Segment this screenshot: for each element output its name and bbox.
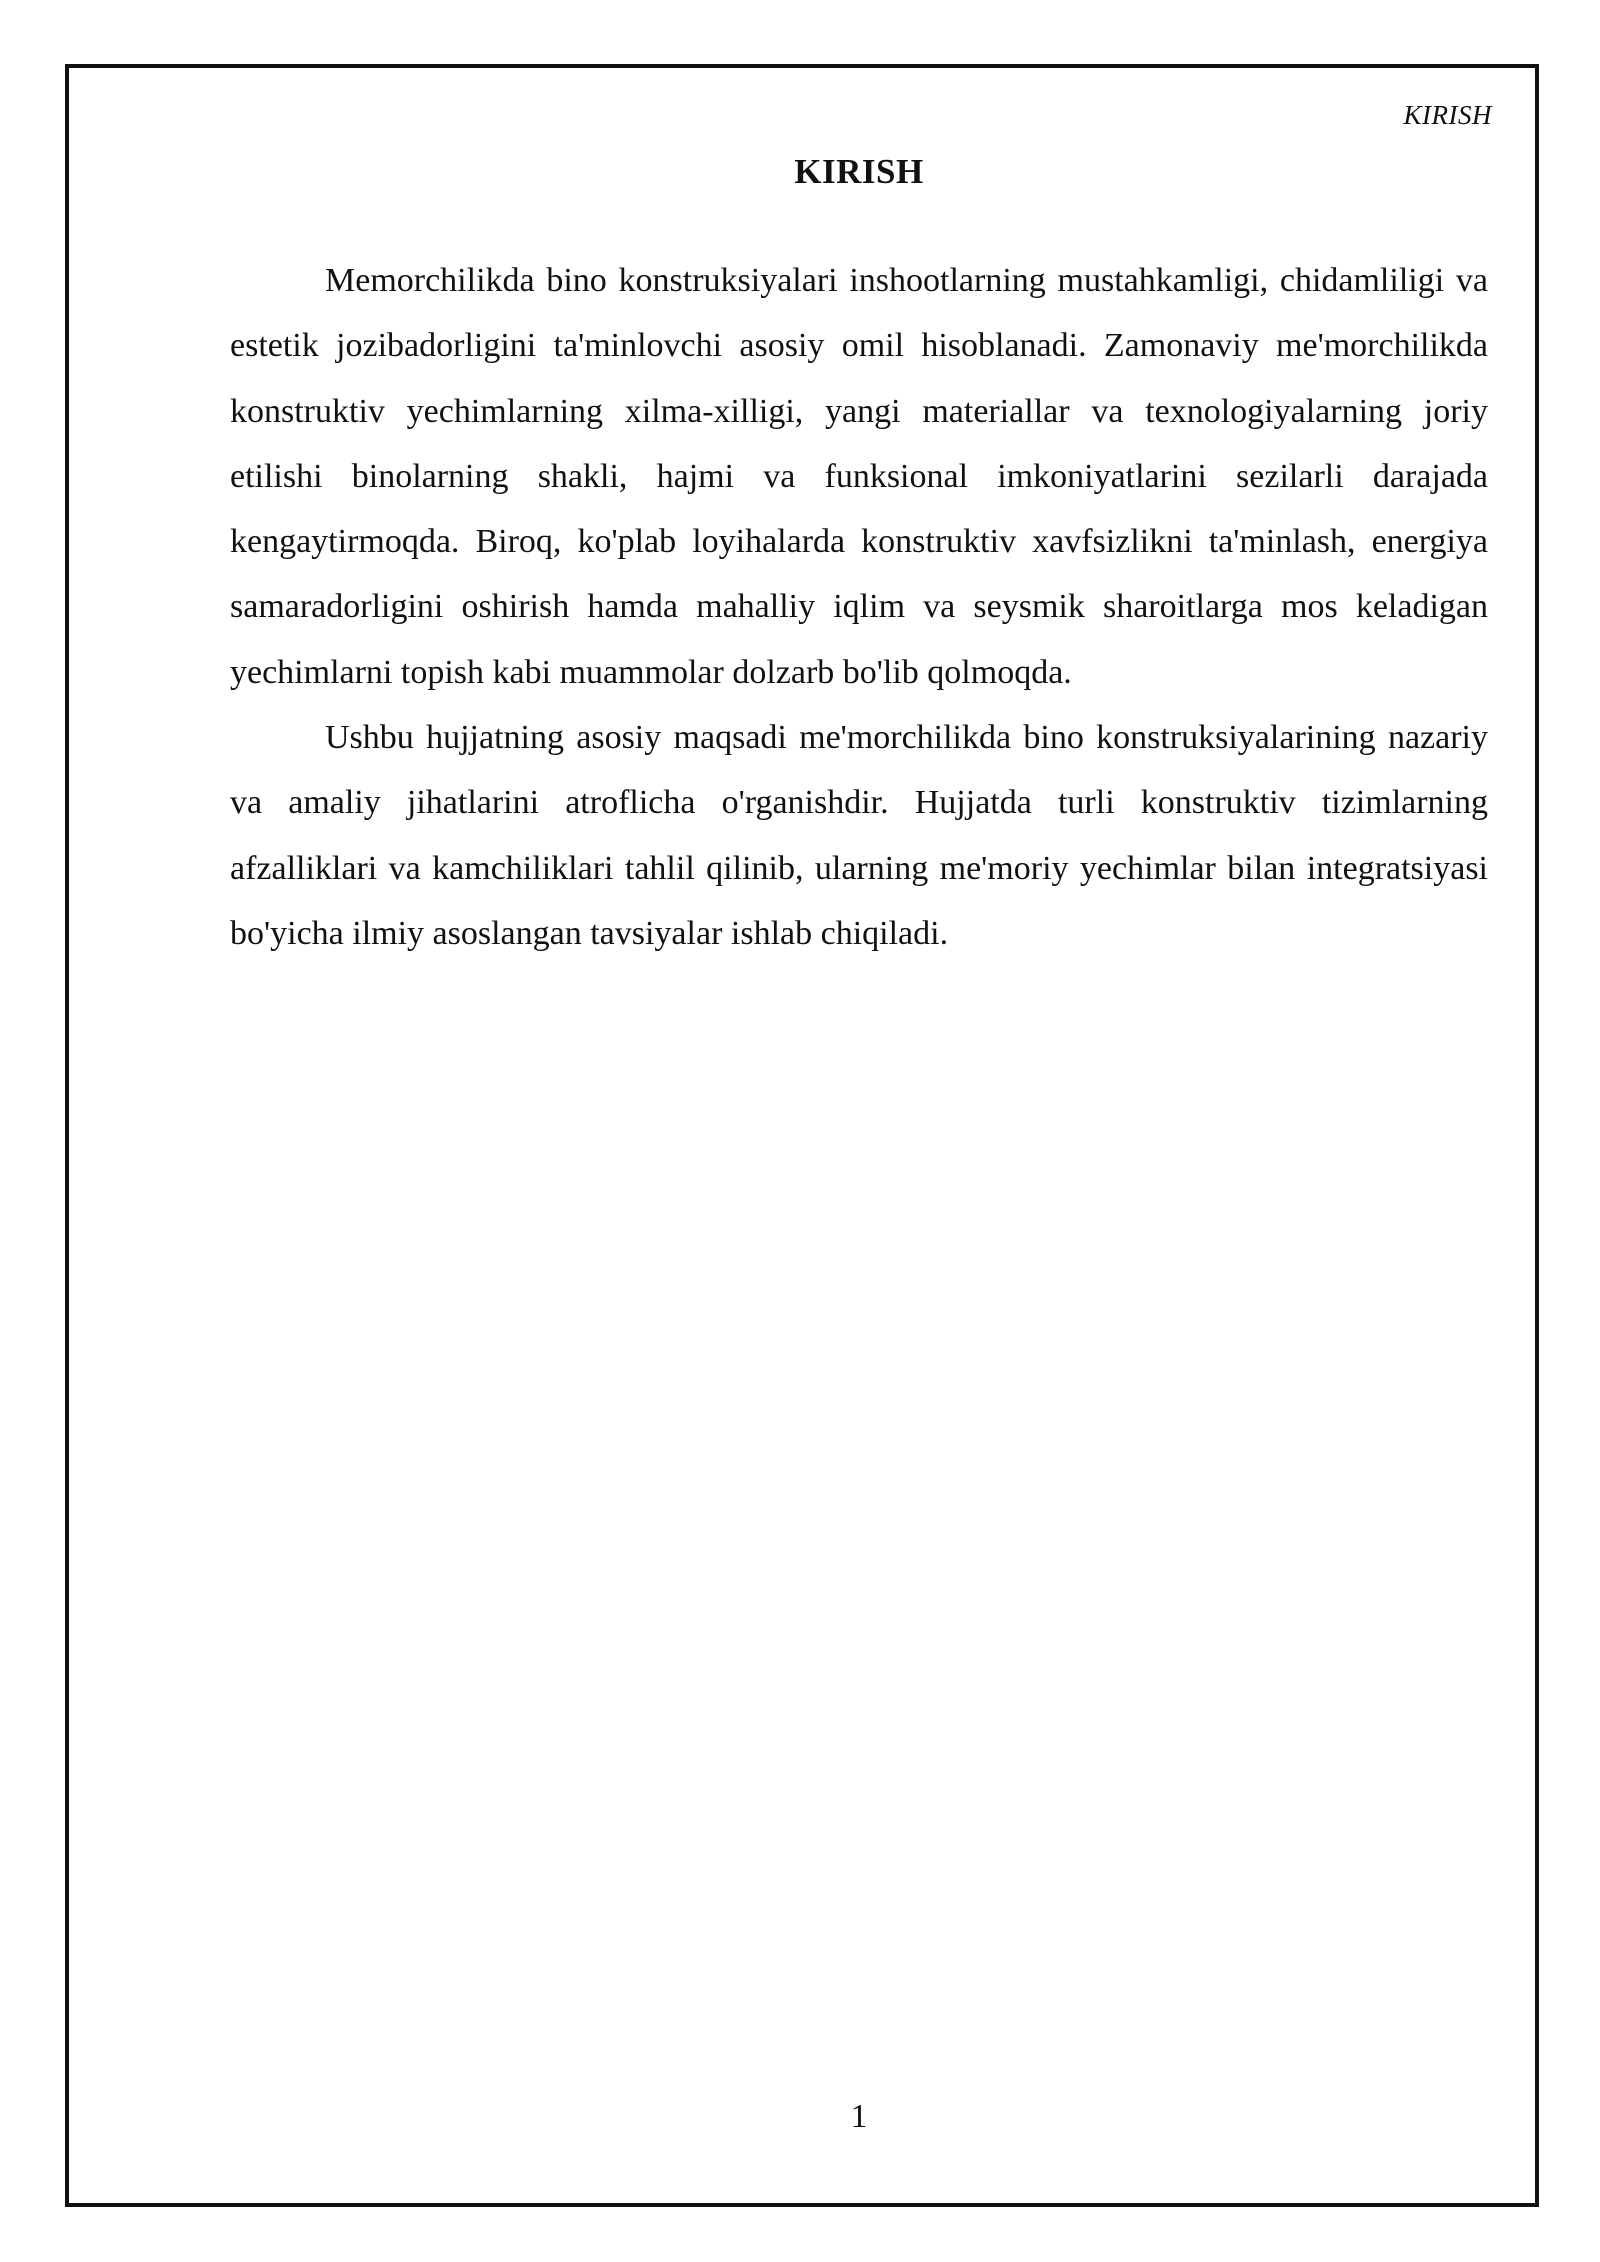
- running-header: KIRISH: [1403, 100, 1492, 130]
- chapter-title: KIRISH: [794, 152, 924, 191]
- body-text: [230, 248, 1488, 966]
- paragraph: Ushbu hujjatning asosiy maqsadi me'morchilikda bino konstruksiyalarining nazariy va amaliy jihatlarini atroflicha o'rganishdir. Hujjatda turli konstruktiv tizimlarning afzalliklari va kamchiliklari tahlil qilinib, ularning me'moriy yechimlar bilan integratsiyasi bo'yicha ilmiy asoslangan tavsiyalar ishlab chiqiladi.: [230, 719, 1488, 952]
- paragraph: Memorchilikda bino konstruksiyalari inshootlarning mustahkamligi, chidamliligi va estetik jozibadorligini ta'minlovchi asosiy omil hisoblanadi. Zamonaviy me'morchilikda konstruktiv yechimlarning xilma-xilligi, yangi materiallar va texnologiyalarning joriy etilishi binolarning shakli, hajmi va funksional imkoniyatlarini sezilarli darajada kengaytirmoqda. Biroq, ko'plab loyihalarda konstruktiv xavfsizlikni ta'minlash, energiya samaradorligini oshirish hamda mahalliy iqlim va seysmik sharoitlarga mos keladigan yechimlarni topish kabi muammolar dolzarb bo'lib qolmoqda.: [230, 262, 1488, 691]
- page-number: 1: [850, 2098, 868, 2135]
